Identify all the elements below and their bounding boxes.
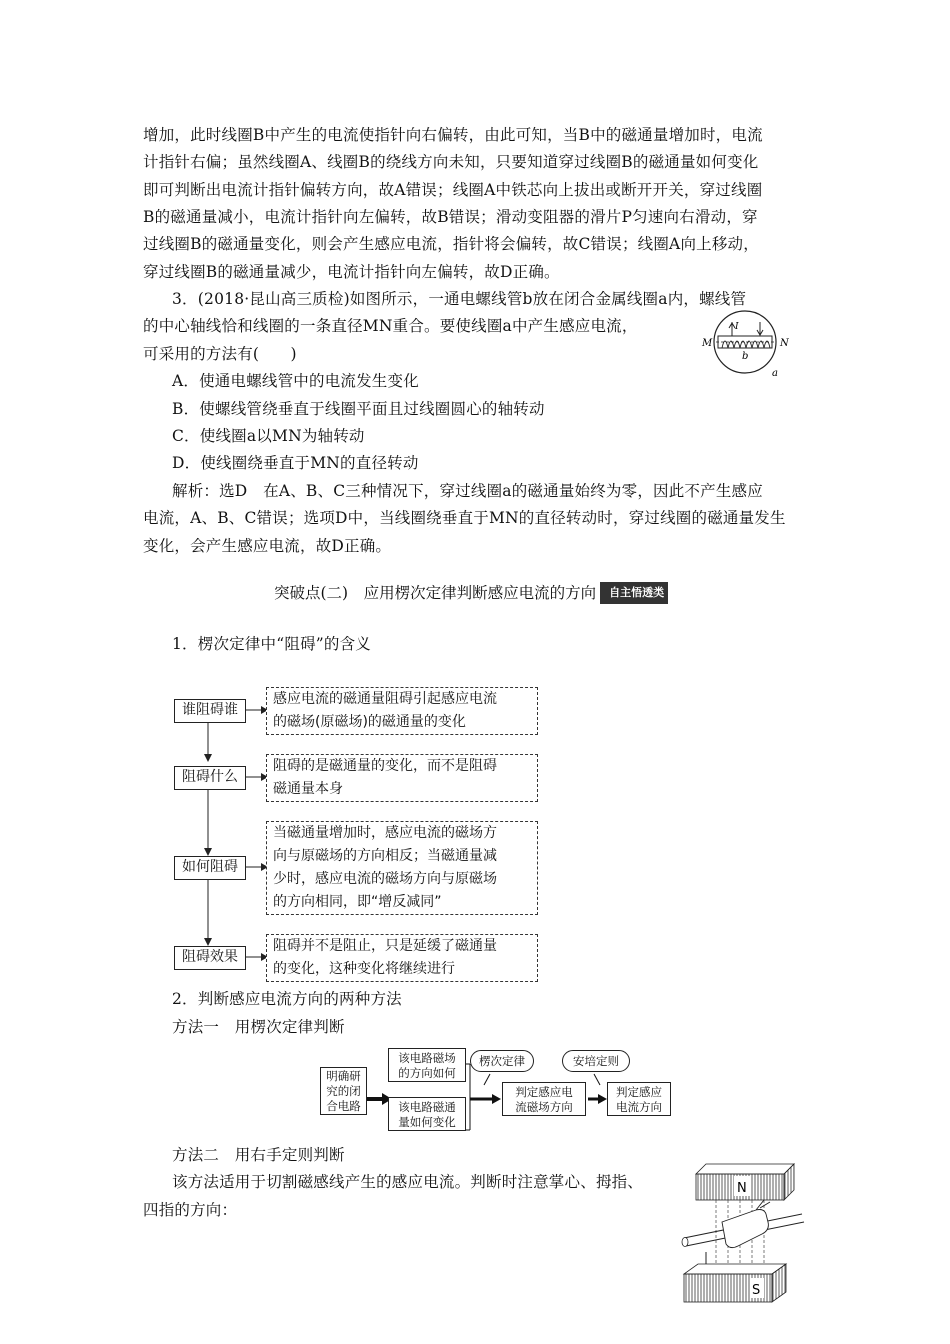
desc-line: 的磁场(原磁场)的磁通量的变化: [273, 714, 466, 730]
option-c: C．使线圈a以MN为轴转动: [172, 427, 365, 445]
section-heading: [274, 582, 668, 604]
text-line: 即可判断出电流计指针偏转方向，故A错误；线圈A中铁芯向上拔出或断开开关，穿过线圈: [143, 181, 763, 199]
text-line: 增加，此时线圈B中产生的电流使指针向右偏转，由此可知，当B中的磁通量增加时，电流: [143, 126, 763, 144]
flow-desc-what: [266, 754, 538, 802]
option-d: D．使线圈绕垂直于MN的直径转动: [172, 454, 419, 472]
north-pole-label: N: [737, 1181, 747, 1196]
label-m: M: [702, 338, 713, 349]
box-line: 明确研: [326, 1069, 361, 1083]
magnet-north: [696, 1164, 794, 1200]
flow-label-how: 如何阻碍: [174, 856, 246, 880]
question-stem: 3．(2018·昆山高三质检)如图所示，一通电螺线管b放在闭合金属线圈a内，螺线管: [172, 290, 747, 308]
desc-line: 当磁通量增加时，感应电流的磁场方: [273, 825, 497, 841]
hand-icon: [722, 1200, 770, 1248]
question-stem: 可采用的方法有( ): [143, 345, 297, 363]
flow-end-box: [607, 1082, 671, 1116]
flow-desc-effect: [266, 934, 538, 982]
desc-line: 磁通量本身: [273, 781, 343, 797]
box-line: 判定感应电: [515, 1085, 573, 1099]
desc-line: 少时，感应电流的磁场方向与原磁场: [273, 871, 497, 887]
lenz-law-bubble: 楞次定律: [470, 1050, 534, 1072]
method2-text: 该方法适用于切割磁感线产生的感应电流。判断时注意掌心、拇指、: [172, 1173, 644, 1191]
flow-mid-box: [502, 1082, 586, 1116]
option-a: A．使通电螺线管中的电流发生变化: [172, 372, 419, 390]
box-line: 该电路磁通: [398, 1100, 456, 1114]
label-b: b: [742, 351, 749, 362]
flow-label-what: 阻碍什么: [174, 766, 246, 790]
analysis-line: 变化，会产生感应电流，故D正确。: [143, 537, 392, 555]
desc-line: 感应电流的磁通量阻碍引起感应电流: [273, 691, 497, 707]
point2-heading: 2．判断感应电流方向的两种方法: [172, 990, 402, 1008]
desc-line: 阻碍并不是阻止，只是延缓了磁通量: [273, 938, 497, 954]
solenoid-coil-figure: [700, 308, 802, 388]
box-line: 电流方向: [616, 1100, 662, 1114]
right-hand-rule-figure: [676, 1160, 806, 1310]
flow-start-box: [320, 1067, 367, 1115]
text-line: 计指针右偏；虽然线圈A、线圈B的绕线方向未知，只要知道穿过线圈B的磁通量如何变化: [143, 153, 759, 171]
box-line: 该电路磁场: [398, 1051, 456, 1065]
box-line: 合电路: [326, 1099, 361, 1113]
method2-text: 四指的方向：: [143, 1201, 238, 1219]
desc-line: 阻碍的是磁通量的变化，而不是阻碍: [273, 758, 497, 774]
text-line: B的磁通量减小，电流计指针向左偏转，故B错误；滑动变阻器的滑片P匀速向右滑动，穿: [143, 208, 758, 226]
flow-desc-how: [266, 821, 538, 915]
box-line: 判定感应: [616, 1085, 662, 1099]
label-a: a: [772, 368, 778, 379]
ampere-rule-bubble: 安培定则: [562, 1050, 630, 1072]
point1-heading: 1．楞次定律中“阻碍”的含义: [172, 635, 372, 653]
desc-line: 的方向相同，即“增反减同”: [273, 894, 442, 910]
method1-heading: 方法一 用楞次定律判断: [172, 1018, 345, 1036]
analysis-line: 解析：选D 在A、B、C三种情况下，穿过线圈a的磁通量始终为零，因此不产生感应: [172, 482, 763, 500]
box-line: 的方向如何: [398, 1066, 456, 1080]
section-badge: 自主悟透类: [600, 582, 668, 604]
flow-lower-box: [388, 1097, 466, 1131]
desc-line: 的变化，这种变化将继续进行: [273, 961, 455, 977]
section-title: 突破点(二) 应用楞次定律判断感应电流的方向: [274, 584, 597, 602]
south-pole-label: S: [752, 1283, 761, 1298]
box-line: 流磁场方向: [515, 1100, 573, 1114]
box-line: 究的闭: [326, 1084, 361, 1098]
flowchart-connectors: [170, 680, 280, 980]
flow-label-who: 谁阻碍谁: [174, 699, 246, 723]
magnet-south: [684, 1264, 786, 1302]
analysis-line: 电流，A、B、C错误；选项D中，当线圈绕垂直于MN的直径转动时，穿过线圈的磁通量发生: [143, 509, 786, 527]
label-n: N: [780, 338, 789, 349]
method2-heading: 方法二 用右手定则判断: [172, 1146, 345, 1164]
flow-upper-box: [388, 1048, 466, 1082]
box-line: 量如何变化: [398, 1115, 456, 1129]
flow-label-effect: 阻碍效果: [174, 946, 246, 970]
text-line: 过线圈B的磁通量变化，则会产生感应电流，指针将会偏转，故C错误；线圈A向上移动，: [143, 235, 759, 253]
label-i: I: [735, 322, 739, 332]
question-stem: 的中心轴线恰和线圈的一条直径MN重合。要使线圈a中产生感应电流，: [143, 317, 638, 335]
option-b: B．使螺线管绕垂直于线圈平面且过线圈圆心的轴转动: [172, 400, 545, 418]
text-line: 穿过线圈B的磁通量减少，电流计指针向左偏转，故D正确。: [143, 263, 560, 281]
desc-line: 向与原磁场的方向相反；当磁通量减: [273, 848, 497, 864]
flow-desc-who: [266, 687, 538, 735]
